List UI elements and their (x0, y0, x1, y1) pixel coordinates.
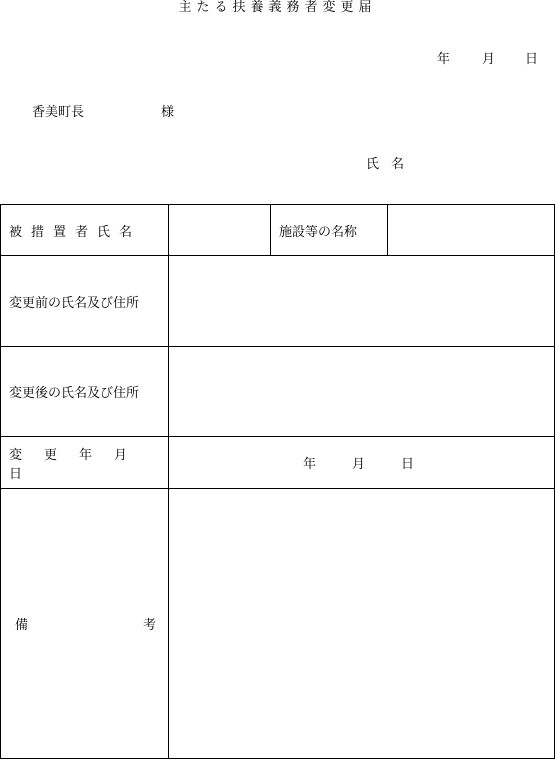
change-date-day: 日 (401, 457, 415, 472)
remarks-field[interactable] (169, 489, 555, 759)
table-row (1, 205, 555, 256)
table-row (1, 489, 555, 759)
protected-person-name-field[interactable] (169, 205, 271, 256)
remarks-label-right: 考 (142, 618, 156, 633)
remarks-label-left: 備 (15, 618, 29, 633)
change-date-label: 変更年月日 (1, 437, 169, 489)
date-month-label: 月 (482, 52, 496, 67)
change-date-month: 月 (351, 457, 365, 472)
addressee: 香美町長 (32, 105, 85, 120)
honorific: 様 (161, 105, 175, 120)
form-table (0, 204, 555, 759)
date-day-label: 日 (525, 52, 539, 67)
before-change-label: 変更前の氏名及び住所 (1, 256, 169, 347)
table-row (1, 437, 555, 489)
facility-name-label: 施設等の名称 (271, 205, 388, 256)
applicant-name-label: 氏名 (366, 157, 417, 172)
change-date-year: 年 (302, 457, 316, 472)
remarks-label (1, 489, 169, 759)
protected-person-name-label: 被措置者氏名 (1, 205, 169, 256)
date-year-label: 年 (437, 52, 451, 67)
after-change-field[interactable] (169, 347, 555, 437)
change-date-field[interactable] (169, 437, 555, 489)
before-change-field[interactable] (169, 256, 555, 347)
after-change-label: 変更後の氏名及び住所 (1, 347, 169, 437)
facility-name-field[interactable] (388, 205, 555, 256)
table-row (1, 256, 555, 347)
form-title: 主たる扶養義務者変更届 (178, 0, 377, 15)
table-row (1, 347, 555, 437)
